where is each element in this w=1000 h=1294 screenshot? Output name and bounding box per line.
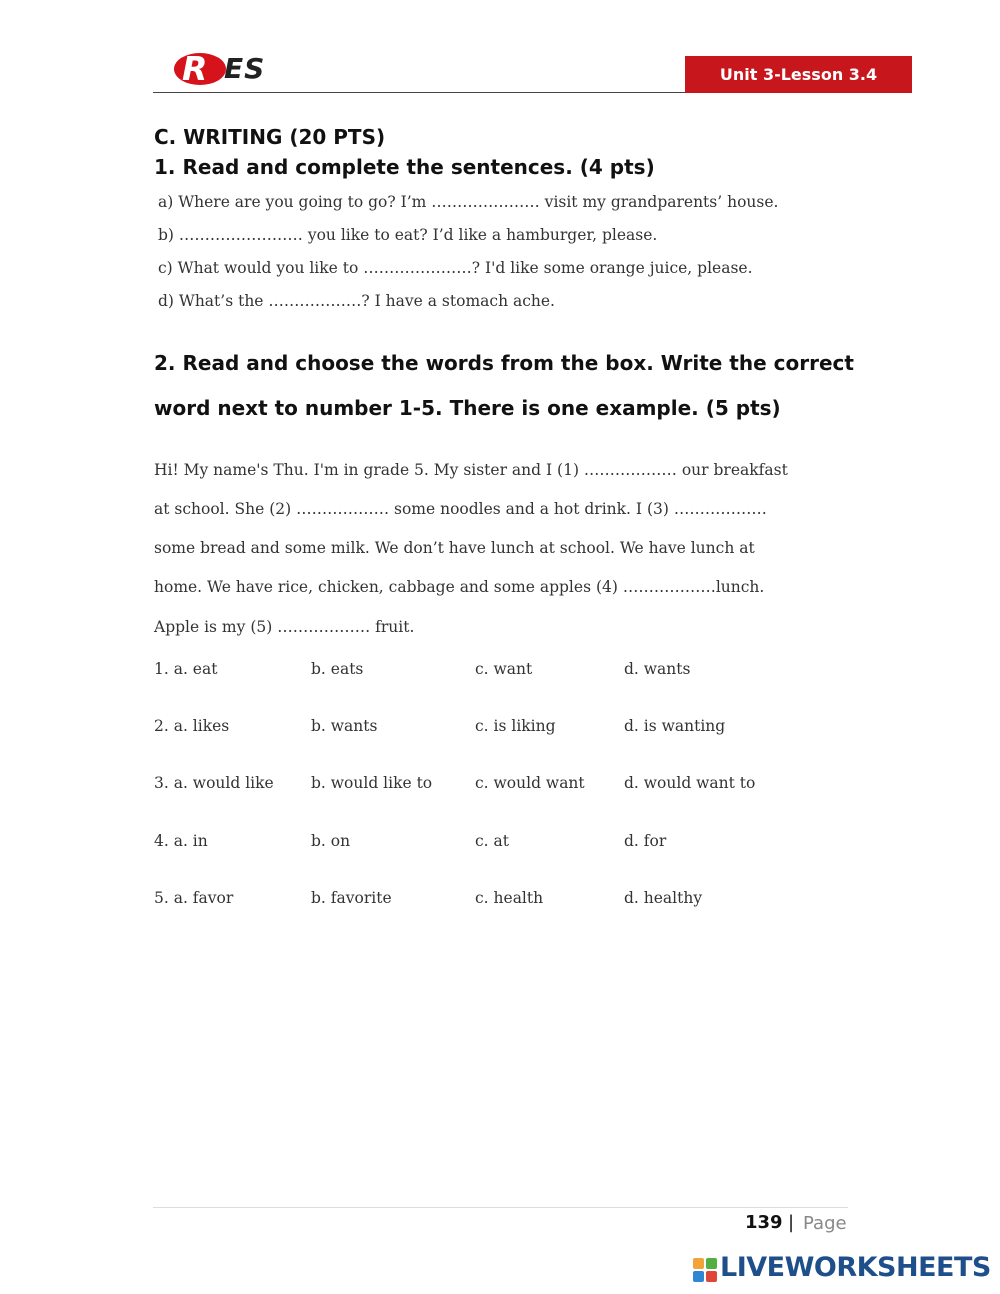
- sentence-a: a) Where are you going to go? I’m ………………… visit my grandparents’ house.: [158, 193, 779, 211]
- passage-line-5: Apple is my (5) ……………… fruit.: [154, 618, 415, 636]
- option-2a[interactable]: 2. a. likes: [154, 717, 230, 735]
- page-label: Page: [803, 1213, 847, 1234]
- page-number: 139: [745, 1212, 783, 1233]
- liveworksheets-logo-icon: [693, 1258, 717, 1282]
- res-logo: [172, 50, 292, 90]
- sentence-b: b) …………………… you like to eat? I’d like a hamburger, please.: [158, 226, 658, 244]
- unit-lesson-badge: Unit 3-Lesson 3.4: [685, 56, 912, 93]
- footer-divider: [153, 1207, 848, 1208]
- passage-line-2: at school. She (2) ……………… some noodles and a hot drink. I (3) ………………: [154, 500, 767, 518]
- option-1d[interactable]: d. wants: [624, 660, 691, 678]
- option-5d[interactable]: d. healthy: [624, 889, 703, 907]
- option-3b[interactable]: b. would like to: [311, 774, 433, 792]
- liveworksheets-brand[interactable]: LIVEWORKSHEETS: [720, 1252, 991, 1283]
- passage-line-4: home. We have rice, chicken, cabbage and some apples (4) ………………lunch.: [154, 578, 765, 596]
- logo-letter-r: R: [182, 49, 208, 88]
- header-divider: [153, 92, 686, 93]
- passage-line-1: Hi! My name's Thu. I'm in grade 5. My sister and I (1) ……………… our breakfast: [154, 461, 788, 479]
- option-3d[interactable]: d. would want to: [624, 774, 756, 792]
- option-4d[interactable]: d. for: [624, 832, 667, 850]
- option-1a[interactable]: 1. a. eat: [154, 660, 218, 678]
- question2-title-line1: 2. Read and choose the words from the box. Write the correct: [154, 351, 854, 375]
- logo-letters-es: ES: [224, 52, 266, 85]
- sentence-c: c) What would you like to …………………? I'd like some orange juice, please.: [158, 259, 753, 277]
- passage-line-3: some bread and some milk. We don’t have lunch at school. We have lunch at: [154, 539, 755, 557]
- option-5c[interactable]: c. health: [475, 889, 544, 907]
- option-2b[interactable]: b. wants: [311, 717, 378, 735]
- option-4c[interactable]: c. at: [475, 832, 510, 850]
- option-2c[interactable]: c. is liking: [475, 717, 556, 735]
- question1-title: 1. Read and complete the sentences. (4 pts): [154, 155, 655, 179]
- option-2d[interactable]: d. is wanting: [624, 717, 726, 735]
- option-5b[interactable]: b. favorite: [311, 889, 392, 907]
- page-separator: |: [788, 1212, 795, 1233]
- question2-title-line2: word next to number 1-5. There is one example. (5 pts): [154, 396, 781, 420]
- sentence-d: d) What’s the ………………? I have a stomach ache.: [158, 292, 555, 310]
- option-1c[interactable]: c. want: [475, 660, 533, 678]
- option-1b[interactable]: b. eats: [311, 660, 364, 678]
- section-title: C. WRITING (20 PTS): [154, 125, 386, 149]
- option-3a[interactable]: 3. a. would like: [154, 774, 274, 792]
- option-4a[interactable]: 4. a. in: [154, 832, 208, 850]
- option-3c[interactable]: c. would want: [475, 774, 585, 792]
- option-4b[interactable]: b. on: [311, 832, 351, 850]
- option-5a[interactable]: 5. a. favor: [154, 889, 234, 907]
